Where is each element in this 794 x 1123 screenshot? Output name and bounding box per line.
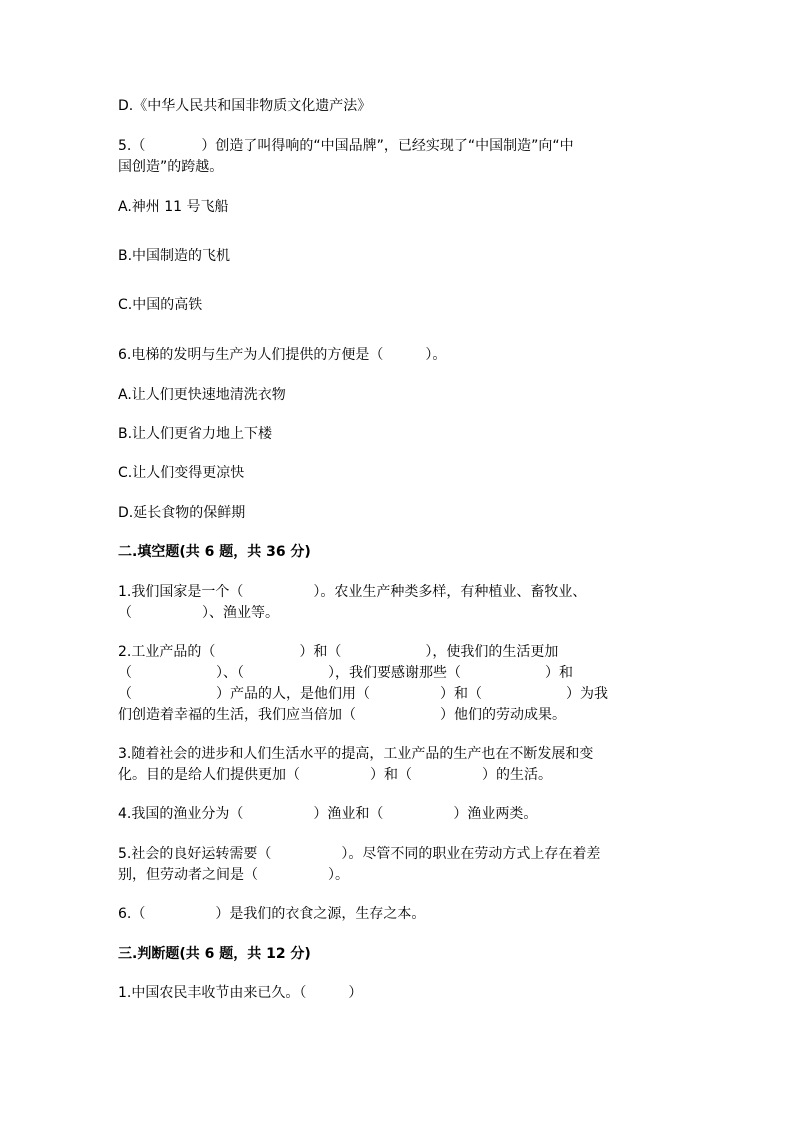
question-4-option-d: D.《中华人民共和国非物质文化遗产法》 xyxy=(118,98,372,114)
fill-question-3-line-1: 3.随着社会的进步和人们生活水平的提高，工业产品的生产也在不断发展和变 xyxy=(118,746,594,762)
question-6-option-c: C.让人们变得更凉快 xyxy=(118,465,245,481)
fill-question-2-line-2: （ ）、（ ），我们要感谢那些（ ）和 xyxy=(118,665,573,681)
question-5-option-a: A.神州 11 号飞船 xyxy=(118,199,229,215)
true-false-question-1: 1.中国农民丰收节由来已久。（ ） xyxy=(118,985,363,1001)
question-6-option-d: D.延长食物的保鲜期 xyxy=(118,505,246,521)
question-5-stem-line-2: 国创造”的跨越。 xyxy=(118,159,224,175)
question-5-option-b: B.中国制造的飞机 xyxy=(118,248,231,264)
fill-question-2-line-1: 2.工业产品的（ ）和（ ），使我们的生活更加 xyxy=(118,644,559,660)
fill-question-5-line-1: 5.社会的良好运转需要（ ）。尽管不同的职业在劳动方式上存在着差 xyxy=(118,846,601,862)
question-5-stem-line-1: 5.（ ）创造了叫得响的“中国品牌”，已经实现了“中国制造”向“中 xyxy=(118,138,574,154)
section-fill-in-heading: 二.填空题(共 6 题，共 36 分) xyxy=(118,544,311,560)
fill-question-4: 4.我国的渔业分为（ ）渔业和（ ）渔业两类。 xyxy=(118,806,538,822)
fill-question-3-line-2: 化。目的是给人们提供更加（ ）和（ ）的生活。 xyxy=(118,767,552,783)
question-5-option-c: C.中国的高铁 xyxy=(118,297,203,313)
fill-question-1-line-1: 1.我们国家是一个（ ）。农业生产种类多样，有种植业、畜牧业、 xyxy=(118,584,587,600)
question-6-option-a: A.让人们更快速地清洗衣物 xyxy=(118,387,286,403)
question-6-stem: 6.电梯的发明与生产为人们提供的方便是（ ）。 xyxy=(118,347,447,363)
fill-question-5-line-2: 别，但劳动者之间是（ ）。 xyxy=(118,867,349,883)
fill-question-6: 6.（ ）是我们的衣食之源，生存之本。 xyxy=(118,906,426,922)
question-6-option-b: B.让人们更省力地上下楼 xyxy=(118,426,273,442)
fill-question-2-line-3: （ ）产品的人，是他们用（ ）和（ ）为我 xyxy=(118,686,608,702)
fill-question-1-line-2: （ ）、渔业等。 xyxy=(118,605,279,621)
fill-question-2-line-4: 们创造着幸福的生活，我们应当倍加（ ）他们的劳动成果。 xyxy=(118,707,566,723)
section-true-false-heading: 三.判断题(共 6 题，共 12 分) xyxy=(118,946,311,962)
